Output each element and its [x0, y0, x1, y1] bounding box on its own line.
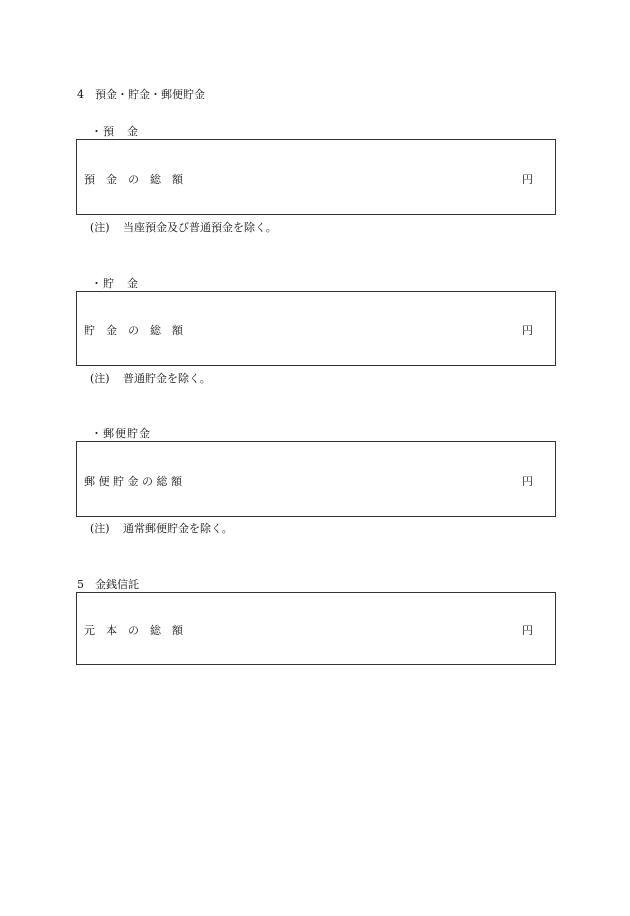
savings-label: ・貯 金 — [91, 277, 139, 290]
savings-total-label: 貯 金 の 総 額 — [84, 324, 183, 337]
trust-principal-label: 元 本 の 総 額 — [84, 624, 183, 637]
trust-principal-unit: 円 — [522, 624, 533, 637]
section4-title: 4 預金・貯金・郵便貯金 — [77, 88, 205, 101]
postal-total-box — [76, 441, 556, 517]
postal-total-unit: 円 — [522, 475, 533, 488]
deposit-total-unit: 円 — [522, 173, 533, 186]
deposit-note-mark: (注) — [90, 221, 110, 234]
postal-note-text: 通常郵便貯金を除く。 — [123, 522, 233, 535]
deposit-total-box — [76, 139, 556, 215]
deposit-total-label: 預 金 の 総 額 — [84, 173, 183, 186]
trust-principal-box — [76, 592, 556, 665]
savings-total-box — [76, 291, 556, 366]
savings-note — [90, 370, 211, 386]
postal-note-mark: (注) — [90, 522, 110, 535]
postal-total-label: 郵 便 貯 金 の 総 額 — [84, 475, 182, 488]
deposit-label: ・預 金 — [91, 125, 139, 138]
deposit-note — [90, 219, 277, 235]
savings-note-text: 普通貯金を除く。 — [123, 372, 211, 385]
postal-label: ・郵便貯金 — [91, 427, 151, 440]
deposit-note-text: 当座預金及び普通預金を除く。 — [123, 221, 277, 234]
savings-note-mark: (注) — [90, 372, 110, 385]
savings-total-unit: 円 — [522, 324, 533, 337]
section5-title: 5 金銭信託 — [77, 578, 139, 591]
postal-note — [90, 520, 233, 536]
